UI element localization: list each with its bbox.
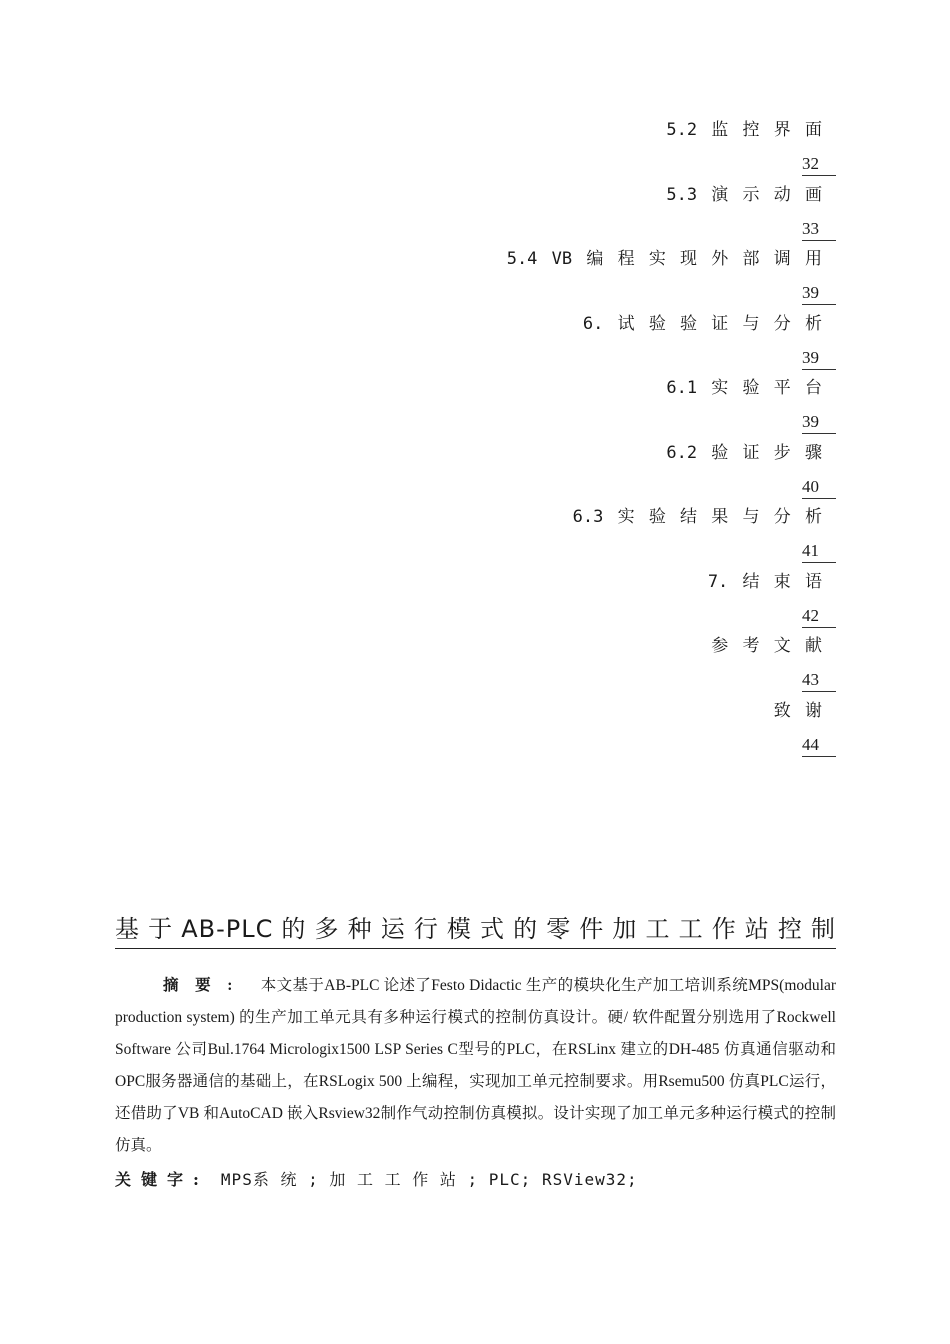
toc-entry-label[interactable]: 6.2 验 证 步 骤 [666,442,822,463]
toc-entry-label[interactable]: 7. 结 束 语 [707,571,822,592]
thesis-title: 基于AB-PLC的多种运行模式的零件加工工作站控制 [115,912,836,949]
abstract-text: 本文基于AB-PLC 论述了Festo Didactic 生产的模块化生产加工培训系统MPS(modular production system) 的生产加工单元具有多种运行模式的控制仿真设计。硬/ 软件配置分别选用了Rockwell Software 公司Bul.1764 Micrologix1500 LSP Series C型号的PLC，在RSLinx 建立的DH-485 仿真通信驱动和OPC服务器通信的基础上，在RSLogix 500 上编程，实现加工单元控制要求。用Rsemu500 仿真PLC运行，还借助了VB 和AutoCAD 嵌入Rsview32制作气动控制仿真模拟。设计实现了加工单元多种运行模式的控制仿真。 [115,977,836,1154]
toc-entry-label[interactable]: 5.3 演 示 动 画 [666,184,822,205]
toc-entry-page[interactable]: 40 [802,476,836,499]
keywords-label: 关键字: [115,1170,209,1189]
toc-entry-page[interactable]: 39 [802,347,836,370]
toc-entry-label[interactable]: 6.3 实 验 结 果 与 分 析 [572,507,822,527]
toc-entry-page[interactable]: 39 [802,282,836,305]
abstract-paragraph [115,970,836,1162]
toc-entry-label[interactable]: 5.2 监 控 界 面 [666,120,822,140]
toc-entry-page[interactable]: 32 [802,153,836,176]
toc-entry-page[interactable]: 44 [802,734,836,757]
toc-entry-label[interactable]: 参 考 文 献 [711,636,822,656]
toc-entry-page[interactable]: 33 [802,218,836,241]
toc-entry-page[interactable]: 39 [802,411,836,434]
toc-entry-page[interactable]: 41 [802,540,836,563]
toc-entry-label[interactable]: 6.1 实 验 平 台 [666,378,822,398]
toc-entry-label[interactable]: 6. 试 验 验 证 与 分 析 [582,313,822,334]
keywords-line [115,1166,638,1194]
toc-entry-label[interactable]: 致 谢 [773,700,822,721]
toc-entry-page[interactable]: 42 [802,605,836,628]
keywords-value: MPS系 统 ; 加 工 工 作 站 ; PLC; RSView32; [220,1170,638,1189]
toc-entry-page[interactable]: 43 [802,669,836,692]
abstract-label: 摘 要 : [163,977,239,994]
toc-entry-label[interactable]: 5.4 VB 编 程 实 现 外 部 调 用 [506,249,822,269]
